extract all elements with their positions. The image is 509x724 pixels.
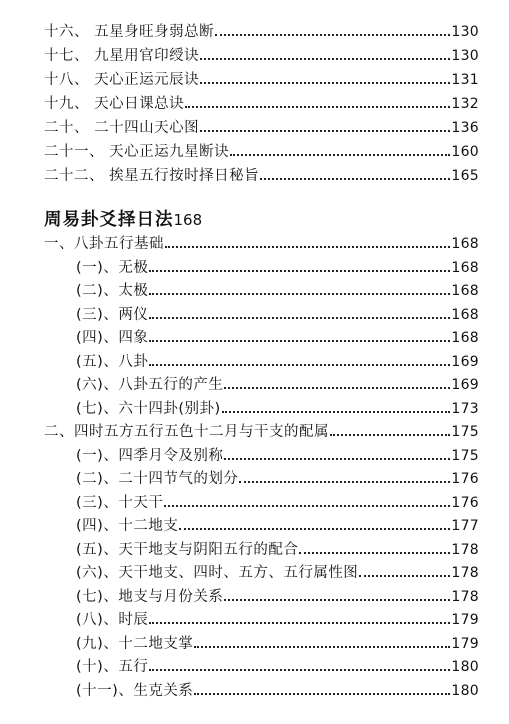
toc-entry [76, 587, 479, 607]
dot-leader [194, 636, 450, 648]
toc-entry [44, 70, 479, 90]
toc-entry [44, 94, 479, 114]
toc-entry [44, 166, 479, 186]
toc-entry [76, 634, 479, 654]
dot-leader [165, 236, 450, 248]
toc-entry-page-number: 180 [451, 659, 479, 675]
toc-entry [76, 375, 479, 395]
toc-entry-page-number: 175 [451, 424, 479, 440]
toc-entry [76, 493, 479, 513]
dot-leader [185, 96, 450, 108]
toc-entry [76, 352, 479, 372]
toc-entry-label: (六)、八卦五行的产生 [76, 377, 224, 393]
dot-leader [299, 542, 450, 554]
toc-entry-page-number: 165 [451, 168, 479, 184]
toc-entry [44, 118, 479, 138]
dot-leader [149, 354, 450, 366]
toc-entry-label: (七)、地支与月份关系 [76, 588, 224, 605]
toc-entry-page-number: 131 [451, 72, 479, 88]
toc-entry-label: (十一)、生克关系 [76, 682, 194, 699]
toc-entry-label: (二)、太极 [76, 283, 149, 299]
dot-leader [359, 565, 450, 577]
toc-entry-page-number: 169 [451, 377, 479, 393]
toc-entry-page-number: 130 [451, 48, 479, 64]
dot-leader [179, 518, 450, 530]
dot-leader [239, 471, 450, 483]
toc-entry-label: 十九、 天心日课总诀 [44, 96, 185, 112]
dot-leader [330, 424, 450, 436]
toc-entry-page-number: 177 [451, 518, 479, 534]
dot-leader [200, 120, 450, 132]
toc-entry-label: (三)、两仪 [76, 306, 149, 323]
toc-entry-label: 二十、 二十四山天心图 [44, 120, 200, 136]
toc-entry [76, 657, 479, 677]
toc-entry [76, 563, 479, 583]
dot-leader [230, 144, 450, 156]
dot-leader [200, 72, 450, 84]
toc-entry [44, 22, 479, 42]
dot-leader [149, 659, 450, 671]
toc-entry-page-number: 132 [451, 96, 479, 112]
dot-leader [149, 260, 450, 272]
toc-entry [76, 258, 479, 278]
dot-leader [215, 24, 450, 36]
toc-entry [76, 446, 479, 466]
toc-entry-label: (二)、二十四节气的划分 [76, 471, 239, 487]
toc-entry-label: (八)、时辰 [76, 612, 149, 628]
dot-leader [149, 612, 450, 624]
toc-entry-page-number: 168 [451, 330, 479, 346]
toc-entry-label: (十)、五行 [76, 659, 149, 675]
dot-leader [224, 589, 450, 601]
toc-entry-label: 十八、 天心正运元辰诀 [44, 72, 200, 88]
toc-entry-page-number: 168 [451, 306, 479, 323]
toc-entry-page-number: 176 [451, 494, 479, 511]
toc-entry-page-number: 136 [451, 120, 479, 136]
toc-entry-label: (七)、六十四卦(别卦) [76, 400, 221, 417]
dot-leader [260, 168, 450, 180]
dot-leader [224, 448, 450, 460]
toc-entry-label: (一)、无极 [76, 259, 149, 276]
toc-entry-label: 十七、 九星用官印绶诀 [44, 48, 200, 64]
toc-entry-page-number: 178 [451, 541, 479, 558]
dot-leader [200, 48, 450, 60]
toc-entry-label: (九)、十二地支掌 [76, 635, 194, 652]
toc-entry-label: (五)、天干地支与阴阳五行的配合 [76, 541, 299, 558]
toc-entry [76, 281, 479, 301]
dot-leader [224, 377, 450, 389]
toc-entry-page-number: 176 [451, 471, 479, 487]
dot-leader [149, 283, 450, 295]
toc-entry-label: (六)、天干地支、四时、五方、五行属性图 [76, 565, 359, 581]
section-page-number: 168 [173, 211, 203, 229]
toc-entry [76, 516, 479, 536]
toc-entry-page-number: 179 [451, 635, 479, 652]
toc-entry [76, 681, 479, 701]
toc-entry-label: (四)、四象 [76, 330, 149, 346]
dot-leader [222, 401, 451, 413]
toc-entry [44, 422, 479, 442]
toc-entry-page-number: 169 [451, 353, 479, 370]
toc-entry-page-number: 178 [451, 588, 479, 605]
toc-entry-label: 十六、 五星身旺身弱总断 [44, 24, 215, 40]
toc-entry-label: (一)、四季月令及别称 [76, 447, 224, 464]
section-heading [44, 206, 202, 231]
toc-entry-label: (三)、十天干 [76, 494, 164, 511]
dot-leader [149, 307, 450, 319]
toc-entry [44, 46, 479, 66]
toc-entry-label: (五)、八卦 [76, 353, 149, 370]
toc-entry [76, 610, 479, 630]
toc-entry-page-number: 173 [451, 400, 479, 417]
toc-entry [76, 540, 479, 560]
toc-entry [76, 469, 479, 489]
toc-entry-page-number: 160 [451, 144, 479, 160]
toc-entry-page-number: 168 [451, 259, 479, 276]
dot-leader [149, 330, 450, 342]
toc-entry [76, 305, 479, 325]
toc-entry-page-number: 179 [451, 612, 479, 628]
toc-entry-page-number: 180 [451, 682, 479, 699]
toc-entry-label: 二十一、 天心正运九星断诀 [44, 144, 230, 160]
dot-leader [164, 495, 450, 507]
toc-entry-page-number: 168 [451, 283, 479, 299]
toc-entry [44, 142, 479, 162]
toc-entry [76, 328, 479, 348]
toc-entry-label: 二十二、 挨星五行按时择日秘旨 [44, 168, 260, 184]
toc-entry-page-number: 178 [451, 565, 479, 581]
toc-entry-label: 二、四时五方五行五色十二月与干支的配属 [44, 424, 329, 440]
dot-leader [194, 683, 450, 695]
toc-entry-label: 一、八卦五行基础 [44, 236, 164, 252]
toc-entry [76, 399, 479, 419]
toc-entry-page-number: 175 [451, 447, 479, 464]
toc-entry [44, 234, 479, 254]
toc-entry-label: (四)、十二地支 [76, 518, 179, 534]
toc-entry-page-number: 168 [451, 236, 479, 252]
toc-entry-page-number: 130 [451, 24, 479, 40]
section-title: 周易卦爻择日法 [44, 210, 174, 230]
